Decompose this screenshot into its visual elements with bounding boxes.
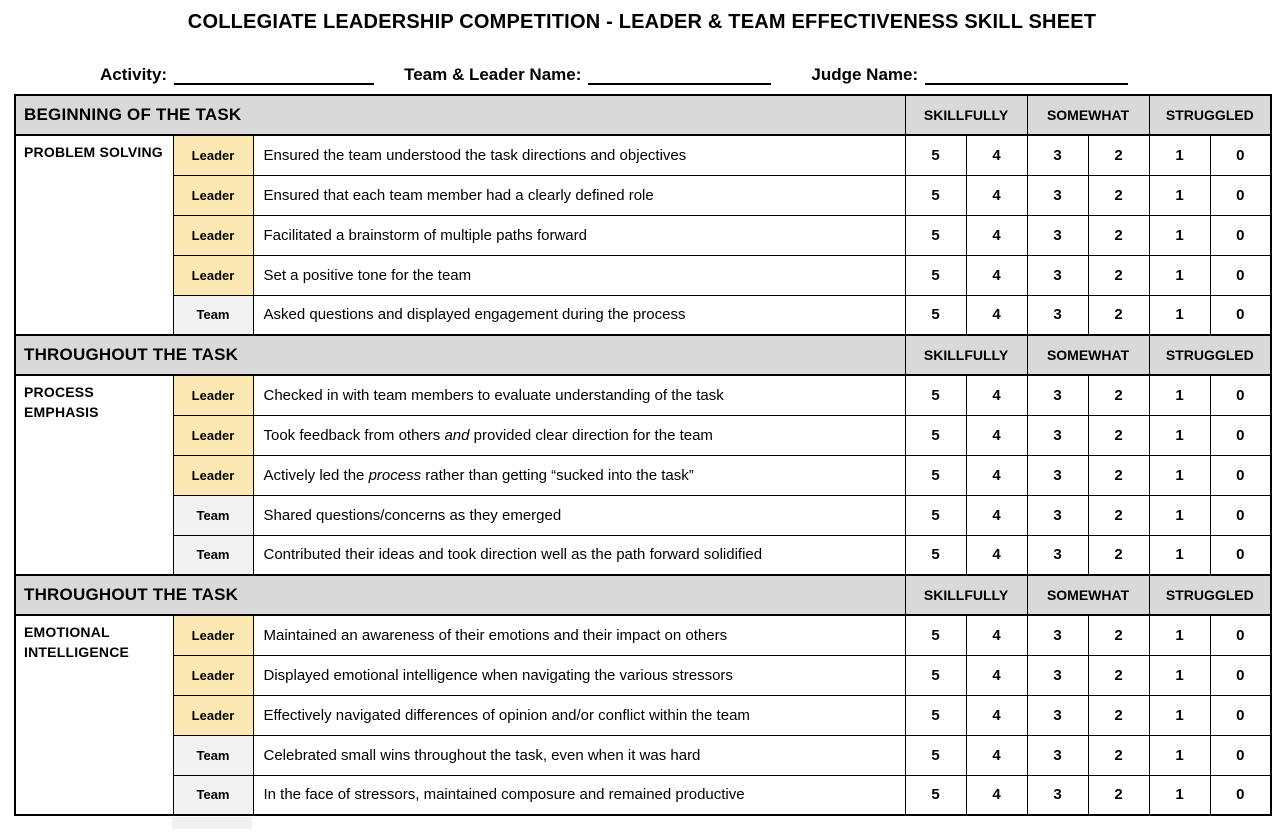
rating-value: 1 — [1149, 175, 1210, 215]
rating-value: 2 — [1088, 255, 1149, 295]
rating-value: 3 — [1027, 735, 1088, 775]
criterion-row — [15, 775, 1271, 815]
section-title: BEGINNING OF THE TASK — [15, 95, 905, 135]
rating-value: 0 — [1210, 255, 1271, 295]
rating-value: 1 — [1149, 255, 1210, 295]
rating-value: 3 — [1027, 495, 1088, 535]
category-label: PROBLEM SOLVING — [15, 135, 173, 335]
rating-value: 5 — [905, 255, 966, 295]
rating-value: 3 — [1027, 375, 1088, 415]
criterion-row — [15, 215, 1271, 255]
partial-role-badge — [172, 817, 252, 829]
rating-value: 3 — [1027, 215, 1088, 255]
rating-value: 0 — [1210, 695, 1271, 735]
rating-value: 4 — [966, 295, 1027, 335]
criterion-row — [15, 255, 1271, 295]
role-badge: Leader — [173, 615, 253, 655]
rating-value: 1 — [1149, 455, 1210, 495]
rating-value: 0 — [1210, 655, 1271, 695]
rating-value: 0 — [1210, 175, 1271, 215]
criterion-text: Contributed their ideas and took direction well as the path forward solidified — [253, 535, 905, 575]
rating-value: 0 — [1210, 375, 1271, 415]
rating-value: 1 — [1149, 655, 1210, 695]
rating-value: 2 — [1088, 455, 1149, 495]
role-badge: Leader — [173, 175, 253, 215]
rating-value: 5 — [905, 615, 966, 655]
criterion-row — [15, 535, 1271, 575]
rating-value: 0 — [1210, 775, 1271, 815]
rating-value: 5 — [905, 175, 966, 215]
page-title: COLLEGIATE LEADERSHIP COMPETITION - LEADER & TEAM EFFECTIVENESS SKILL SHEET — [187, 11, 1097, 33]
role-badge: Team — [173, 775, 253, 815]
rating-value: 2 — [1088, 295, 1149, 335]
rating-value: 2 — [1088, 175, 1149, 215]
rating-value: 2 — [1088, 735, 1149, 775]
rating-value: 5 — [905, 495, 966, 535]
rating-scale-header: STRUGGLED — [1149, 575, 1271, 615]
judge-name-field — [811, 65, 1128, 85]
skill-sheet-table — [14, 94, 1272, 816]
role-badge: Leader — [173, 655, 253, 695]
rating-value: 1 — [1149, 615, 1210, 655]
rating-value: 3 — [1027, 775, 1088, 815]
section-header-row — [15, 95, 1271, 135]
rating-value: 1 — [1149, 415, 1210, 455]
rating-value: 4 — [966, 375, 1027, 415]
rating-value: 2 — [1088, 375, 1149, 415]
rating-value: 5 — [905, 655, 966, 695]
criterion-row — [15, 175, 1271, 215]
rating-value: 1 — [1149, 135, 1210, 175]
rating-value: 5 — [905, 455, 966, 495]
rating-value: 2 — [1088, 535, 1149, 575]
criterion-text: Ensured that each team member had a clearly defined role — [253, 175, 905, 215]
section-title: THROUGHOUT THE TASK — [15, 575, 905, 615]
rating-scale-header: SOMEWHAT — [1027, 575, 1149, 615]
rating-value: 4 — [966, 615, 1027, 655]
rating-value: 3 — [1027, 255, 1088, 295]
criterion-row — [15, 495, 1271, 535]
rating-value: 2 — [1088, 415, 1149, 455]
rating-value: 0 — [1210, 415, 1271, 455]
criterion-text: Ensured the team understood the task directions and objectives — [253, 135, 905, 175]
rating-value: 3 — [1027, 535, 1088, 575]
rating-value: 1 — [1149, 735, 1210, 775]
rating-value: 5 — [905, 535, 966, 575]
category-label: EMOTIONAL INTELLIGENCE — [15, 615, 173, 815]
partial-next-row — [14, 816, 1271, 828]
rating-value: 1 — [1149, 215, 1210, 255]
role-badge: Leader — [173, 215, 253, 255]
section-header-row — [15, 335, 1271, 375]
rating-value: 5 — [905, 135, 966, 175]
rating-value: 5 — [905, 215, 966, 255]
rating-value: 3 — [1027, 455, 1088, 495]
rating-value: 3 — [1027, 615, 1088, 655]
rating-scale-header: SOMEWHAT — [1027, 95, 1149, 135]
rating-scale-header: STRUGGLED — [1149, 95, 1271, 135]
rating-value: 0 — [1210, 295, 1271, 335]
criterion-text: Checked in with team members to evaluate understanding of the task — [253, 375, 905, 415]
criterion-text: Set a positive tone for the team — [253, 255, 905, 295]
team-leader-name-label: Team & Leader Name: — [404, 65, 582, 84]
rating-value: 4 — [966, 455, 1027, 495]
rating-value: 4 — [966, 695, 1027, 735]
rating-value: 5 — [905, 695, 966, 735]
rating-value: 5 — [905, 775, 966, 815]
role-badge: Team — [173, 295, 253, 335]
rating-value: 4 — [966, 175, 1027, 215]
rating-value: 4 — [966, 135, 1027, 175]
rating-value: 4 — [966, 215, 1027, 255]
criterion-row — [15, 735, 1271, 775]
rating-value: 4 — [966, 495, 1027, 535]
rating-value: 4 — [966, 415, 1027, 455]
rating-value: 0 — [1210, 615, 1271, 655]
activity-field — [100, 65, 404, 85]
rating-scale-header: SKILLFULLY — [905, 335, 1027, 375]
rating-scale-header: SOMEWHAT — [1027, 335, 1149, 375]
section-title: THROUGHOUT THE TASK — [15, 335, 905, 375]
rating-value: 0 — [1210, 215, 1271, 255]
criterion-row — [15, 135, 1271, 175]
category-label: PROCESS EMPHASIS — [15, 375, 173, 575]
role-badge: Team — [173, 535, 253, 575]
criterion-text: Facilitated a brainstorm of multiple paths forward — [253, 215, 905, 255]
rating-value: 4 — [966, 535, 1027, 575]
rating-value: 0 — [1210, 135, 1271, 175]
rating-value: 2 — [1088, 215, 1149, 255]
rating-value: 2 — [1088, 655, 1149, 695]
team-leader-name-field — [404, 65, 811, 85]
judge-name-label: Judge Name: — [811, 65, 919, 84]
criterion-text: Celebrated small wins throughout the task, even when it was hard — [253, 735, 905, 775]
rating-value: 1 — [1149, 775, 1210, 815]
judge-name-blank — [925, 68, 1128, 85]
activity-blank — [174, 68, 374, 85]
rating-value: 4 — [966, 255, 1027, 295]
criterion-text: Actively led the process rather than getting “sucked into the task” — [253, 455, 905, 495]
rating-value: 2 — [1088, 775, 1149, 815]
rating-value: 0 — [1210, 455, 1271, 495]
criterion-text: Maintained an awareness of their emotions and their impact on others — [253, 615, 905, 655]
rating-value: 0 — [1210, 535, 1271, 575]
rating-value: 2 — [1088, 695, 1149, 735]
rating-value: 1 — [1149, 695, 1210, 735]
rating-value: 5 — [905, 415, 966, 455]
criterion-text: In the face of stressors, maintained composure and remained productive — [253, 775, 905, 815]
rating-value: 2 — [1088, 495, 1149, 535]
criterion-row — [15, 415, 1271, 455]
rating-scale-header: STRUGGLED — [1149, 335, 1271, 375]
rating-value: 3 — [1027, 655, 1088, 695]
criterion-text: Took feedback from others and provided clear direction for the team — [253, 415, 905, 455]
rating-value: 4 — [966, 735, 1027, 775]
rating-value: 3 — [1027, 415, 1088, 455]
role-badge: Leader — [173, 135, 253, 175]
criterion-row — [15, 615, 1271, 655]
rating-value: 4 — [966, 775, 1027, 815]
criterion-text: Effectively navigated differences of opinion and/or conflict within the team — [253, 695, 905, 735]
activity-label: Activity: — [100, 65, 168, 84]
rating-value: 2 — [1088, 615, 1149, 655]
form-header-line — [100, 65, 1284, 85]
criterion-text: Displayed emotional intelligence when navigating the various stressors — [253, 655, 905, 695]
rating-value: 1 — [1149, 535, 1210, 575]
section-header-row — [15, 575, 1271, 615]
rating-value: 5 — [905, 295, 966, 335]
rating-value: 5 — [905, 735, 966, 775]
criterion-row — [15, 695, 1271, 735]
criterion-row — [15, 295, 1271, 335]
role-badge: Team — [173, 495, 253, 535]
role-badge: Leader — [173, 375, 253, 415]
rating-value: 5 — [905, 375, 966, 415]
rating-value: 0 — [1210, 735, 1271, 775]
rating-value: 3 — [1027, 695, 1088, 735]
rating-scale-header: SKILLFULLY — [905, 95, 1027, 135]
rating-value: 0 — [1210, 495, 1271, 535]
criterion-row — [15, 375, 1271, 415]
rating-value: 1 — [1149, 495, 1210, 535]
rating-scale-header: SKILLFULLY — [905, 575, 1027, 615]
role-badge: Leader — [173, 455, 253, 495]
rating-value: 3 — [1027, 295, 1088, 335]
criterion-row — [15, 455, 1271, 495]
rating-value: 1 — [1149, 295, 1210, 335]
criterion-row — [15, 655, 1271, 695]
role-badge: Leader — [173, 415, 253, 455]
rating-value: 3 — [1027, 175, 1088, 215]
criterion-text: Asked questions and displayed engagement during the process — [253, 295, 905, 335]
role-badge: Leader — [173, 695, 253, 735]
criterion-text: Shared questions/concerns as they emerged — [253, 495, 905, 535]
rating-value: 3 — [1027, 135, 1088, 175]
rating-value: 4 — [966, 655, 1027, 695]
role-badge: Team — [173, 735, 253, 775]
rating-value: 1 — [1149, 375, 1210, 415]
rating-value: 2 — [1088, 135, 1149, 175]
team-leader-name-blank — [588, 68, 771, 85]
role-badge: Leader — [173, 255, 253, 295]
